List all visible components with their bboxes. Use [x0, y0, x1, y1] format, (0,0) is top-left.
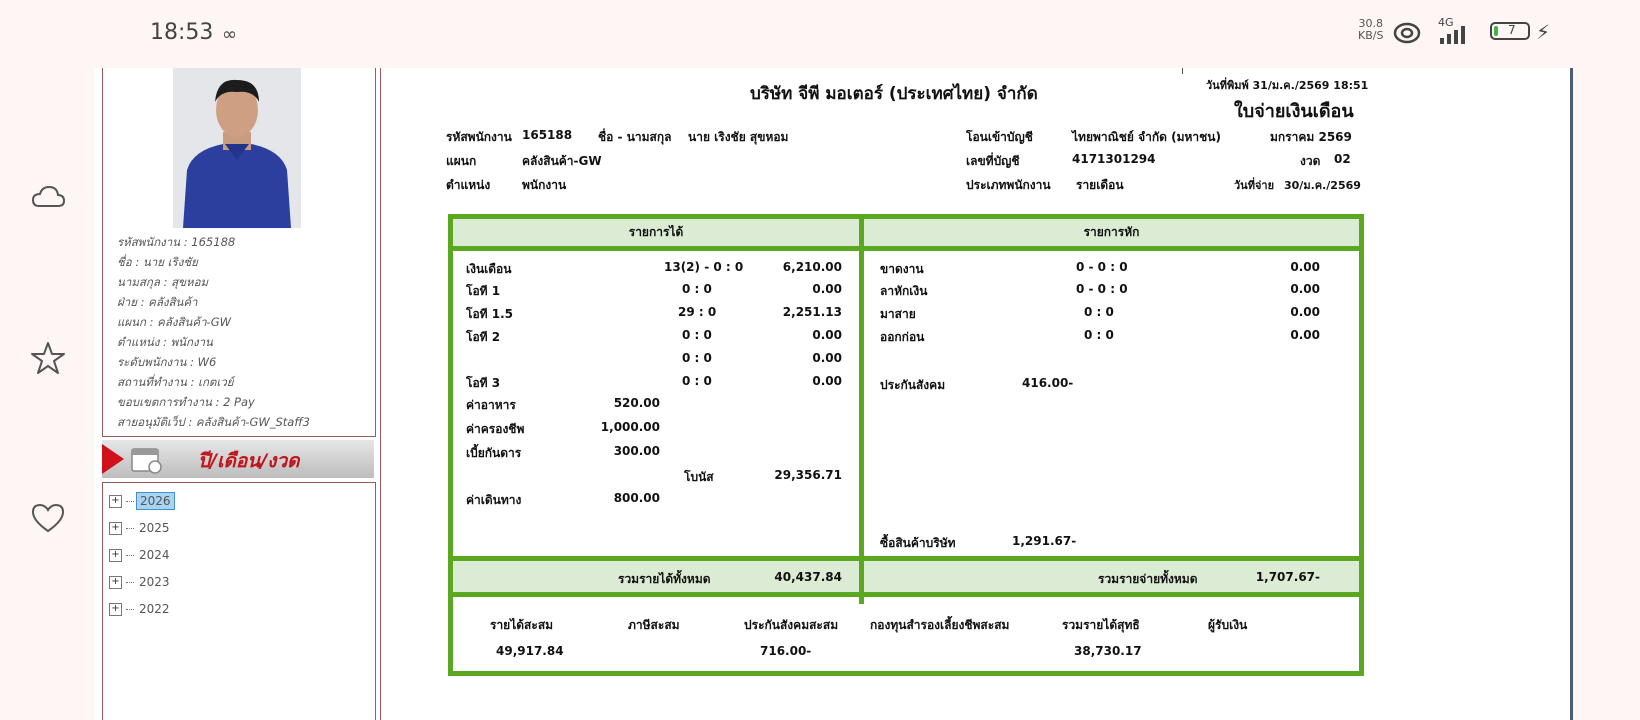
bank-name: ไทยพาณิชย์ จำกัด (มหาชน) — [1072, 130, 1221, 144]
network-type: 4G — [1438, 16, 1454, 29]
employee-code-label: รหัสพนักงาน — [446, 130, 512, 144]
travel-label: ค่าเดินทาง — [466, 493, 522, 507]
income-label: เงินเดือน — [466, 262, 512, 276]
left-rail — [0, 0, 94, 720]
year-label[interactable]: 2022 — [139, 602, 170, 616]
income-header: รายการได้ — [453, 219, 859, 246]
deduction-label: ลาหักเงิน — [880, 284, 928, 298]
name-label: ชื่อ - นามสกุล — [598, 130, 672, 144]
installment: 02 — [1334, 152, 1351, 166]
summary-label: รวมรายได้สุทธิ — [1062, 618, 1140, 632]
bonus-label: โบนัส — [684, 470, 714, 484]
account-label: เลขที่บัญชี — [966, 154, 1020, 168]
expand-icon[interactable]: + — [109, 549, 122, 562]
profile-line: ชื่อ : นาย เริงชัย — [117, 255, 198, 269]
year-label[interactable]: 2023 — [139, 575, 170, 589]
year-node[interactable] — [109, 518, 173, 538]
profile-panel — [102, 68, 376, 437]
deduction-qty: 0 : 0 — [1084, 328, 1114, 342]
deduction-label: มาสาย — [880, 307, 916, 321]
allowance-label: เบี้ยกันดาร — [466, 446, 522, 460]
travel-amount: 800.00 — [613, 491, 660, 505]
charging-icon: ⚡ — [1536, 20, 1551, 44]
summary-label: รายได้สะสม — [490, 618, 554, 632]
employee-type: รายเดือน — [1076, 178, 1124, 192]
summary-label: กองทุนสำรองเลี้ยงชีพสะสม — [870, 618, 1010, 632]
slip-title: ใบจ่ายเงินเดือน — [1234, 101, 1354, 122]
position: พนักงาน — [522, 178, 567, 192]
income-qty: 0 : 0 — [682, 374, 712, 388]
profile-line: ฝ่าย : คลังสินค้า — [117, 295, 198, 309]
hotspot-icon — [1392, 20, 1422, 46]
total-deduction: 1,707.67- — [1255, 570, 1320, 584]
allowance-label: ค่าครองชีพ — [466, 422, 525, 436]
pay-date-label: วันที่จ่าย — [1234, 179, 1275, 192]
year-node[interactable] — [109, 545, 173, 565]
panel-divider — [380, 68, 381, 720]
total-income: 40,437.84 — [774, 570, 842, 584]
allowance-label: ค่าอาหาร — [466, 398, 516, 412]
deduction-label: ขาดงาน — [880, 262, 924, 276]
deduction-qty: 0 - 0 : 0 — [1076, 282, 1128, 296]
year-node[interactable] — [109, 491, 175, 511]
profile-line: ระดับพนักงาน : W6 — [117, 355, 217, 369]
income-qty: 13(2) - 0 : 0 — [664, 260, 744, 274]
period-banner — [102, 440, 374, 478]
allowance-amount: 300.00 — [613, 444, 660, 458]
income-amount: 0.00 — [812, 374, 842, 388]
employee-code: 165188 — [522, 128, 573, 142]
deduction-amount: 0.00 — [1290, 282, 1320, 296]
account-number: 4171301294 — [1072, 152, 1156, 166]
income-qty: 29 : 0 — [678, 305, 717, 319]
calendar-icon — [130, 443, 164, 475]
income-qty: 0 : 0 — [682, 328, 712, 342]
network-speed: 30.8 KB/S — [1358, 17, 1384, 42]
summary-value: 49,917.84 — [496, 644, 564, 658]
profile-line: ตำแหน่ง : พนักงาน — [117, 335, 213, 349]
summary-value: 38,730.17 — [1074, 644, 1142, 658]
income-amount: 0.00 — [812, 328, 842, 342]
print-date: วันที่พิมพ์ 31/ม.ค./2569 18:51 — [1206, 79, 1369, 92]
purchase-amount: 1,291.67- — [1012, 534, 1077, 548]
battery-icon — [1490, 22, 1530, 40]
income-label: โอที 1 — [466, 284, 501, 298]
profile-line: สายอนุมัติเว็ป : คลังสินค้า-GW_Staff3 — [117, 415, 310, 429]
income-label: โอที 2 — [466, 330, 501, 344]
expand-icon[interactable]: + — [109, 522, 122, 535]
deduction-qty: 0 : 0 — [1084, 305, 1114, 319]
signal-icon — [1436, 24, 1470, 46]
arrow-icon — [102, 444, 124, 474]
deduction-label: ออกก่อน — [880, 330, 925, 344]
year-label[interactable]: 2025 — [139, 521, 170, 535]
social-security-amount: 416.00- — [1022, 376, 1074, 390]
transfer-label: โอนเข้าบัญชี — [966, 130, 1033, 144]
income-label: โอที 1.5 — [466, 307, 513, 321]
year-node[interactable] — [109, 599, 173, 619]
year-label[interactable]: 2026 — [136, 492, 175, 510]
year-label[interactable]: 2024 — [139, 548, 170, 562]
expand-icon[interactable]: + — [109, 576, 122, 589]
heart-icon[interactable] — [30, 500, 66, 536]
clock: 18:53 — [150, 20, 214, 45]
income-amount: 2,251.13 — [782, 305, 842, 319]
year-tree — [102, 482, 376, 720]
profile-line: นามสกุล : สุขหอม — [117, 275, 209, 289]
profile-info — [117, 232, 310, 432]
expand-icon[interactable]: + — [109, 495, 122, 508]
company-name: บริษัท จีพี มอเตอร์ (ประเทศไทย) จำกัด — [750, 84, 1038, 104]
social-security-label: ประกันสังคม — [880, 378, 946, 392]
employee-photo — [173, 68, 301, 228]
income-amount: 0.00 — [812, 282, 842, 296]
summary-label: ประกันสังคมสะสม — [744, 618, 839, 632]
income-label: โอที 3 — [466, 376, 501, 390]
pay-date: 30/ม.ค./2569 — [1284, 179, 1361, 192]
cloud-icon[interactable] — [30, 180, 66, 216]
total-deduction-label: รวมรายจ่ายทั้งหมด — [1098, 572, 1198, 586]
profile-line: รหัสพนักงาน : 165188 — [117, 235, 236, 249]
deduction-qty: 0 - 0 : 0 — [1076, 260, 1128, 274]
deduction-amount: 0.00 — [1290, 260, 1320, 274]
summary-label: ผู้รับเงิน — [1208, 618, 1248, 632]
income-qty: 0 : 0 — [682, 282, 712, 296]
total-income-label: รวมรายได้ทั้งหมด — [618, 572, 711, 586]
deduction-amount: 0.00 — [1290, 328, 1320, 342]
deduction-amount: 0.00 — [1290, 305, 1320, 319]
deduction-header: รายการหัก — [864, 219, 1359, 246]
star-icon[interactable] — [30, 340, 66, 376]
profile-line: สถานที่ทำงาน : เกตเวย์ — [117, 375, 234, 389]
battery-level: 7 — [1508, 23, 1516, 37]
income-amount: 0.00 — [812, 351, 842, 365]
installment-label: งวด — [1300, 154, 1321, 168]
department-label: แผนก — [446, 154, 477, 168]
department: คลังสินค้า-GW — [522, 154, 602, 168]
period-banner-label: ปี/เดือน/งวด — [198, 450, 300, 472]
summary-value: 716.00- — [760, 644, 812, 658]
person-illustration — [173, 68, 301, 228]
income-amount: 6,210.00 — [782, 260, 842, 274]
profile-line: ขอบเขตการทำงาน : 2 Pay — [117, 395, 255, 409]
payslip-page — [94, 68, 1570, 720]
summary-label: ภาษีสะสม — [628, 618, 680, 632]
pay-month: มกราคม 2569 — [1270, 130, 1352, 144]
employee-name: นาย เริงชัย สุขหอม — [688, 130, 789, 144]
allowance-amount: 1,000.00 — [600, 420, 660, 434]
purchase-label: ซื้อสินค้าบริษัท — [880, 536, 956, 550]
position-label: ตำแหน่ง — [446, 178, 491, 192]
status-bar — [0, 0, 1640, 68]
expand-icon[interactable]: + — [109, 603, 122, 616]
employee-type-label: ประเภทพนักงาน — [966, 178, 1051, 192]
right-edge — [1570, 0, 1640, 720]
year-node[interactable] — [109, 572, 173, 592]
income-qty: 0 : 0 — [682, 351, 712, 365]
allowance-amount: 520.00 — [613, 396, 660, 410]
profile-line: แผนก : คลังสินค้า-GW — [117, 315, 231, 329]
bonus-amount: 29,356.71 — [774, 468, 842, 482]
link-icon: ∞ — [222, 24, 237, 45]
